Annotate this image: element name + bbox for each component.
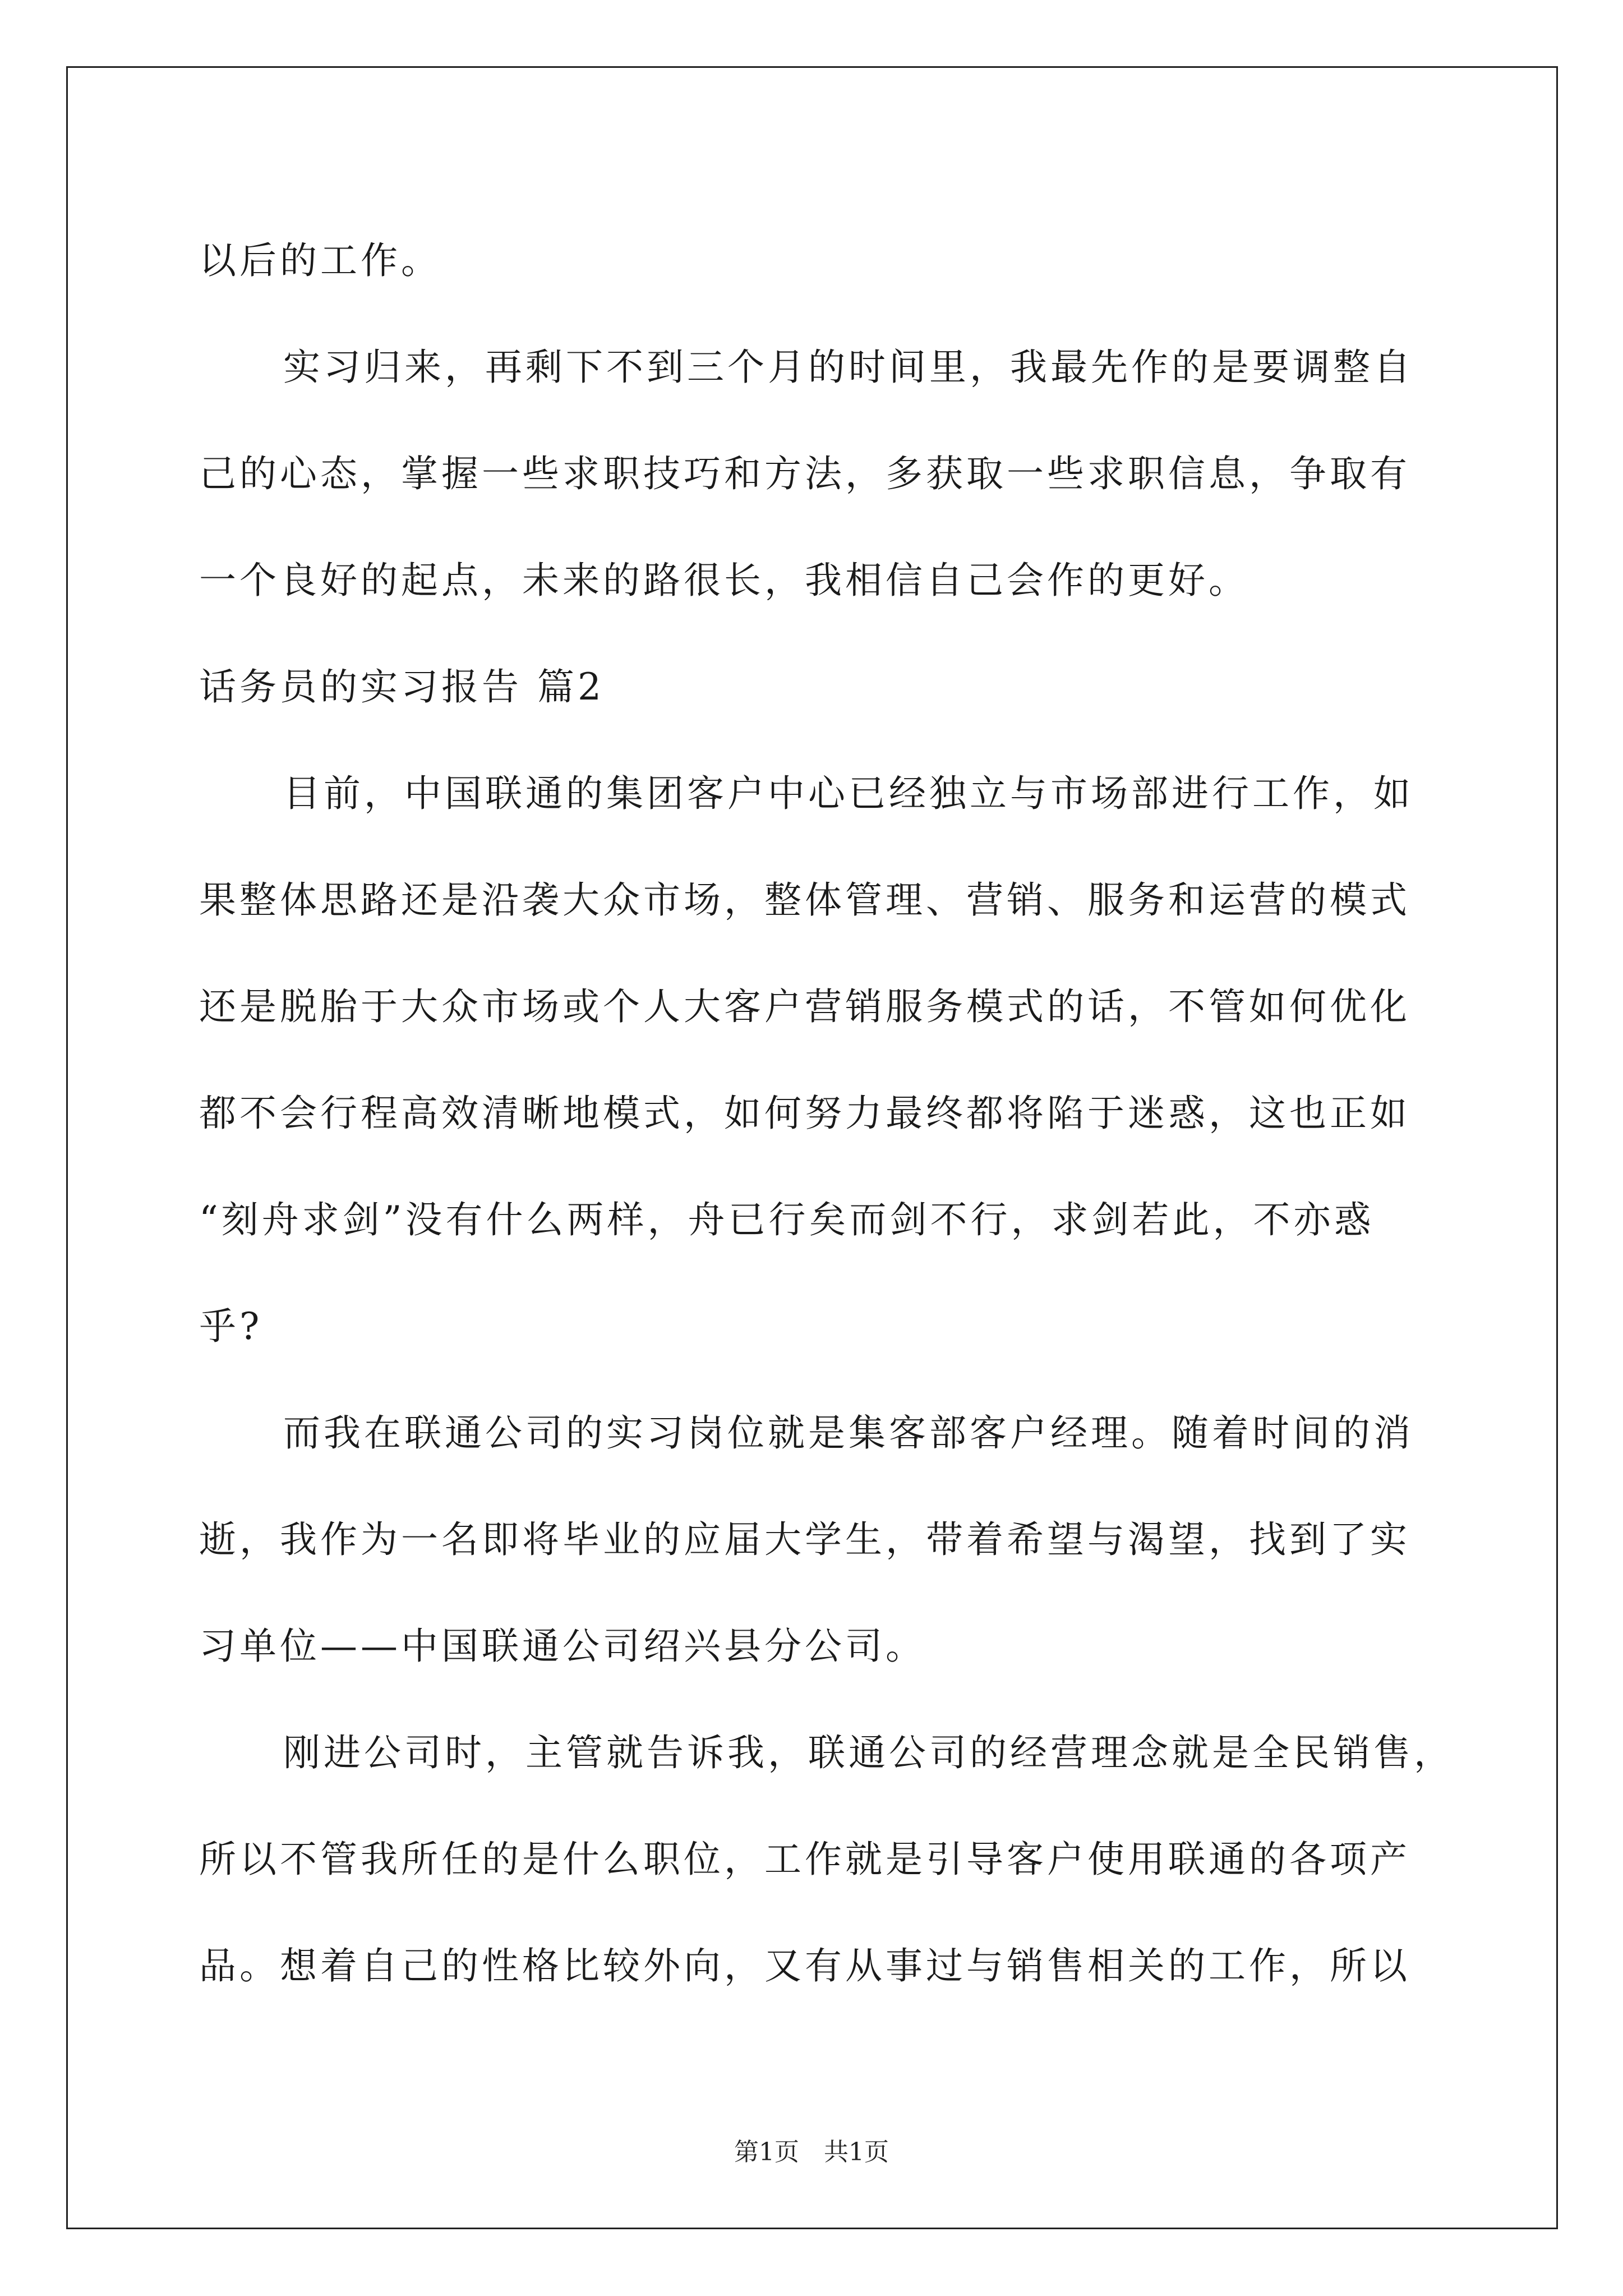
text-line-12: 而我在联通公司的实习岗位就是集客部客户经理。随着时间的消 [283, 1411, 1414, 1455]
page-footer: 第1页 共1页 [734, 2138, 889, 2166]
text-line-8: 还是脱胎于大众市场或个人大客户营销服务模式的话，不管如何优化 [199, 985, 1410, 1028]
text-line-15: 刚进公司时，主管就告诉我，联通公司的经营理念就是全民销售， [283, 1731, 1454, 1774]
text-line-14: 习单位——中国联通公司绍兴县分公司。 [199, 1625, 926, 1668]
text-line-6: 目前，中国联通的集团客户中心已经独立与市场部进行工作，如 [283, 772, 1414, 815]
text-line-11: 乎? [199, 1305, 263, 1348]
text-line-17: 品。想着自己的性格比较外向，又有从事过与销售相关的工作，所以 [199, 1944, 1410, 1987]
text-line-13: 逝，我作为一名即将毕业的应届大学生，带着希望与渴望，找到了实 [199, 1518, 1410, 1561]
text-line-10: “刻舟求剑”没有什么两样，舟已行矣而剑不行，求剑若此，不亦惑 [199, 1198, 1375, 1241]
text-line-2: 实习归来，再剩下不到三个月的时间里，我最先作的是要调整自 [283, 346, 1414, 389]
section-heading: 话务员的实习报告 篇2 [199, 665, 605, 708]
document-body [199, 208, 1454, 2019]
text-line-9: 都不会行程高效清晰地模式，如何努力最终都将陷于迷惑，这也正如 [199, 1092, 1410, 1135]
text-line-1: 以后的工作。 [199, 239, 441, 282]
text-line-3: 己的心态，掌握一些求职技巧和方法，多获取一些求职信息，争取有 [199, 452, 1410, 495]
text-line-4: 一个良好的起点，未来的路很长，我相信自己会作的更好。 [199, 559, 1249, 602]
text-line-16: 所以不管我所任的是什么职位，工作就是引导客户使用联通的各项产 [199, 1838, 1410, 1881]
text-line-7: 果整体思路还是沿袭大众市场，整体管理、营销、服务和运营的模式 [199, 878, 1410, 922]
